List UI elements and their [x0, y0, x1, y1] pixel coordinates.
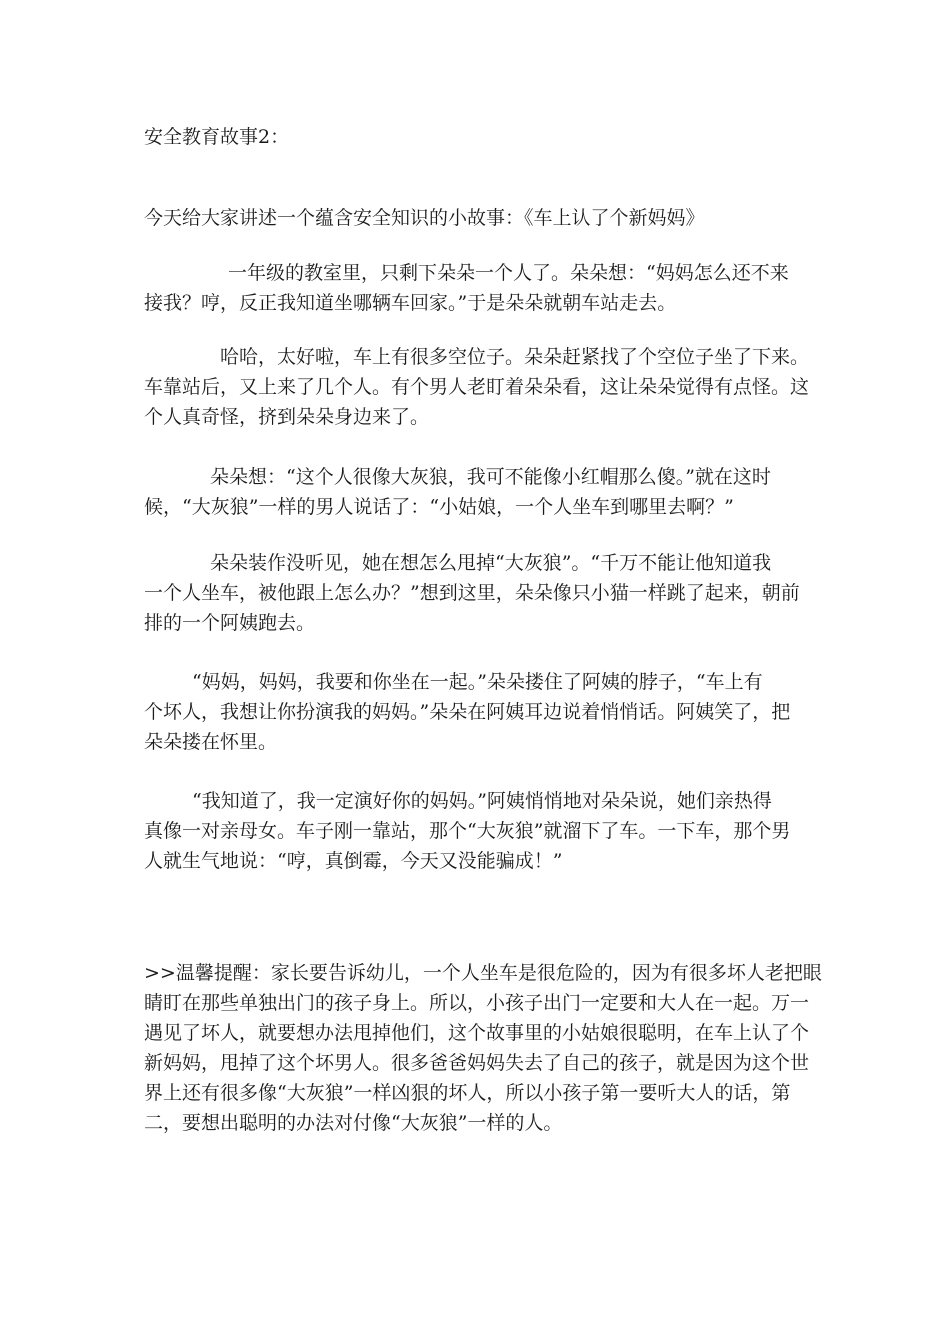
paragraph-6	[144, 786, 814, 876]
paragraph-line: “我知道了，我一定演好你的妈妈。”阿姨悄悄地对朵朵说，她们亲热得	[192, 790, 772, 812]
paragraph-line: “妈妈，妈妈，我要和你坐在一起。”朵朵搂住了阿姨的脖子，“车上有	[192, 671, 763, 693]
heading-text: 安全教育故事2：	[144, 126, 290, 148]
paragraph-line: 朵朵想：“这个人很像大灰狼，我可不能像小红帽那么傻。”就在这时	[210, 466, 771, 488]
paragraph-line: 一个人坐车，被他跟上怎么办？”想到这里，朵朵像只小猫一样跳了起来，朝前	[144, 582, 800, 604]
reminder-line: 界上还有很多像“大灰狼”一样凶狠的坏人，所以小孩子第一要听大人的话，第	[144, 1082, 791, 1104]
paragraph-line: 一年级的教室里，只剩下朵朵一个人了。朵朵想：“妈妈怎么还不来	[228, 262, 789, 284]
reminder-line: 新妈妈，甩掉了这个坏男人。很多爸爸妈妈失去了自己的孩子，就是因为这个世	[144, 1052, 810, 1074]
paragraph-line: 个坏人，我想让你扮演我的妈妈。”朵朵在阿姨耳边说着悄悄话。阿姨笑了，把	[144, 701, 791, 723]
paragraph-5	[144, 667, 814, 757]
paragraph-line: 接我？哼，反正我知道坐哪辆车回家。”于是朵朵就朝车站走去。	[144, 292, 677, 314]
reminder-line: 二，要想出聪明的办法对付像“大灰狼”一样的人。	[144, 1112, 563, 1134]
reminder-block	[144, 958, 822, 1138]
paragraph-line: 朵朵装作没听见，她在想怎么甩掉“大灰狼”。“千万不能让他知道我	[210, 552, 772, 574]
paragraph-2	[144, 342, 814, 432]
reminder-line: 睛盯在那些单独出门的孩子身上。所以，小孩子出门一定要和大人在一起。万一	[144, 992, 810, 1014]
intro-text: 今天给大家讲述一个蕴含安全知识的小故事：《车上认了个新妈妈》	[144, 207, 705, 229]
paragraph-line: 个人真奇怪，挤到朵朵身边来了。	[144, 406, 430, 428]
paragraph-line: 真像一对亲母女。车子刚一靠站，那个“大灰狼”就溜下了车。一下车，那个男	[144, 820, 791, 842]
paragraph-line: 人就生气地说：“哼，真倒霉，今天又没能骗成！”	[144, 850, 563, 872]
paragraph-4	[144, 548, 814, 638]
paragraph-line: 候，“大灰狼”一样的男人说话了：“小姑娘，一个人坐车到哪里去啊？”	[144, 496, 734, 518]
reminder-line: >>温馨提醒：家长要告诉幼儿，一个人坐车是很危险的，因为有很多坏人老把眼	[144, 962, 822, 984]
paragraph-line: 排的一个阿姨跑去。	[144, 612, 316, 634]
reminder-line: 遇见了坏人，就要想办法甩掉他们，这个故事里的小姑娘很聪明，在车上认了个	[144, 1022, 810, 1044]
story-intro	[144, 203, 814, 233]
paragraph-line: 朵朵搂在怀里。	[144, 731, 278, 753]
paragraph-line: 哈哈，太好啦，车上有很多空位子。朵朵赶紧找了个空位子坐了下来。	[220, 346, 810, 368]
paragraph-3	[144, 462, 814, 522]
paragraph-1	[144, 258, 814, 318]
story-heading	[144, 122, 814, 152]
paragraph-line: 车靠站后，又上来了几个人。有个男人老盯着朵朵看，这让朵朵觉得有点怪。这	[144, 376, 810, 398]
